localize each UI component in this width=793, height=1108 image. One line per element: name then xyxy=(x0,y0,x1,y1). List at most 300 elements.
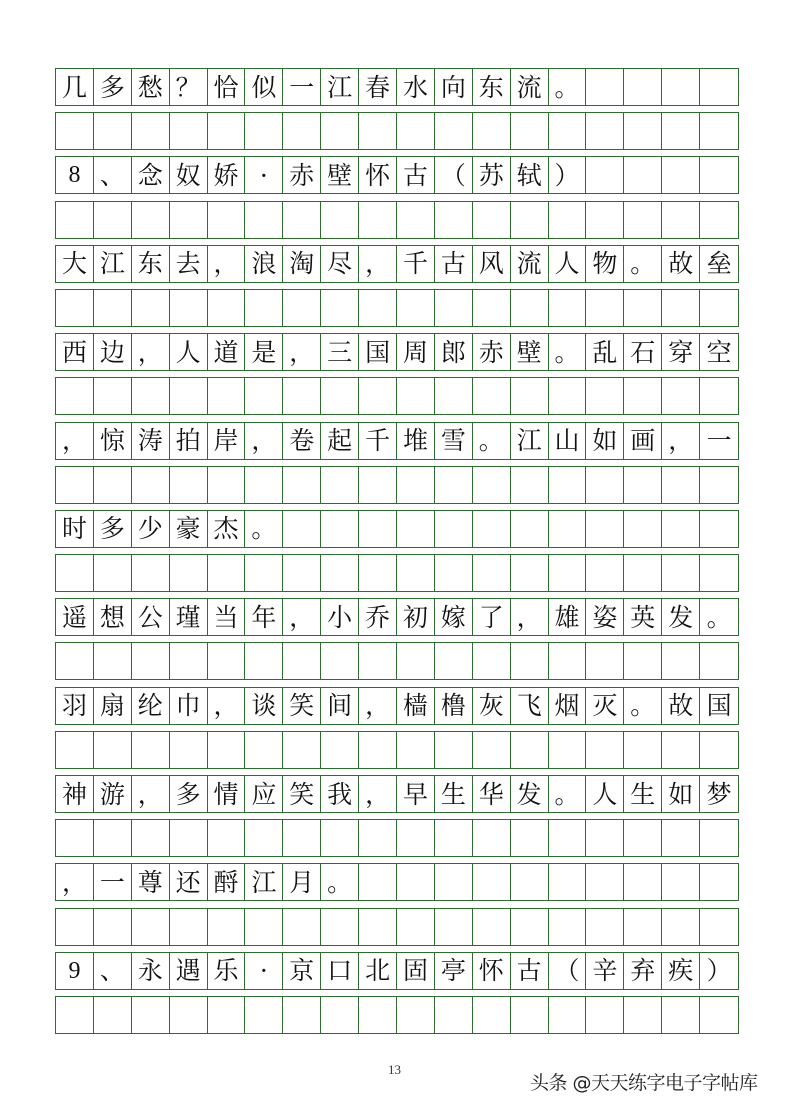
character-cell: 初 xyxy=(397,599,435,635)
practice-row xyxy=(55,377,739,415)
character-cell xyxy=(511,864,549,900)
character-cell: 向 xyxy=(435,69,473,105)
blank-practice-cell xyxy=(549,555,587,591)
blank-practice-cell xyxy=(321,909,359,945)
character-cell: 古 xyxy=(511,953,549,989)
blank-practice-cell xyxy=(321,290,359,326)
character-cell xyxy=(624,864,662,900)
blank-practice-cell xyxy=(586,820,624,856)
blank-practice-cell xyxy=(624,909,662,945)
blank-practice-cell xyxy=(624,378,662,414)
blank-practice-cell xyxy=(283,290,321,326)
character-cell: 去 xyxy=(170,246,208,282)
blank-practice-cell xyxy=(245,378,283,414)
blank-practice-cell xyxy=(397,202,435,238)
text-row xyxy=(55,245,739,283)
character-cell: 神 xyxy=(56,776,94,812)
blank-practice-cell xyxy=(359,113,397,149)
character-cell: 时 xyxy=(56,511,94,547)
blank-practice-cell xyxy=(283,467,321,503)
blank-practice-cell xyxy=(511,290,549,326)
character-cell: ， xyxy=(511,599,549,635)
blank-practice-cell xyxy=(473,290,511,326)
watermark: 头条 @天天练字电子字帖库 xyxy=(530,1072,758,1094)
blank-practice-cell xyxy=(170,290,208,326)
character-cell xyxy=(321,511,359,547)
blank-practice-cell xyxy=(549,997,587,1033)
practice-row xyxy=(55,908,739,946)
character-cell: ， xyxy=(359,688,397,724)
character-cell: 娇 xyxy=(208,157,246,193)
blank-practice-cell xyxy=(94,555,132,591)
blank-practice-cell xyxy=(132,467,170,503)
character-cell: 乱 xyxy=(586,334,624,370)
blank-practice-cell xyxy=(170,643,208,679)
character-cell: 起 xyxy=(321,423,359,459)
character-cell xyxy=(624,69,662,105)
character-cell: 了 xyxy=(473,599,511,635)
character-cell: 石 xyxy=(624,334,662,370)
character-cell: 。 xyxy=(473,423,511,459)
blank-practice-cell xyxy=(624,643,662,679)
blank-practice-cell xyxy=(435,997,473,1033)
character-cell: 巾 xyxy=(170,688,208,724)
character-cell: 赤 xyxy=(283,157,321,193)
blank-practice-cell xyxy=(170,113,208,149)
character-cell xyxy=(624,157,662,193)
practice-row xyxy=(55,289,739,327)
blank-practice-cell xyxy=(208,290,246,326)
character-cell: 、 xyxy=(94,953,132,989)
blank-practice-cell xyxy=(170,997,208,1033)
character-cell xyxy=(662,511,700,547)
blank-practice-cell xyxy=(359,555,397,591)
blank-practice-cell xyxy=(359,467,397,503)
character-cell xyxy=(586,157,624,193)
blank-practice-cell xyxy=(662,290,700,326)
character-cell: 千 xyxy=(397,246,435,282)
practice-grid xyxy=(55,68,739,1040)
blank-practice-cell xyxy=(586,378,624,414)
character-cell: 口 xyxy=(321,953,359,989)
character-cell: 拍 xyxy=(170,423,208,459)
character-cell: 。 xyxy=(549,334,587,370)
blank-practice-cell xyxy=(549,202,587,238)
character-cell: 辛 xyxy=(586,953,624,989)
blank-practice-cell xyxy=(511,909,549,945)
character-cell: 故 xyxy=(662,246,700,282)
character-cell: 故 xyxy=(662,688,700,724)
character-cell: 弃 xyxy=(624,953,662,989)
practice-row xyxy=(55,731,739,769)
blank-practice-cell xyxy=(132,820,170,856)
character-cell: 愁 xyxy=(132,69,170,105)
blank-practice-cell xyxy=(662,202,700,238)
blank-practice-cell xyxy=(662,909,700,945)
blank-practice-cell xyxy=(511,997,549,1033)
character-cell xyxy=(586,69,624,105)
character-cell xyxy=(359,511,397,547)
blank-practice-cell xyxy=(321,643,359,679)
text-row xyxy=(55,156,739,194)
character-cell: 壁 xyxy=(511,334,549,370)
character-cell: 豪 xyxy=(170,511,208,547)
text-row xyxy=(55,687,739,725)
character-cell: 雄 xyxy=(549,599,587,635)
blank-practice-cell xyxy=(435,909,473,945)
character-cell: 羽 xyxy=(56,688,94,724)
blank-practice-cell xyxy=(94,202,132,238)
blank-practice-cell xyxy=(700,820,738,856)
character-cell: 恰 xyxy=(208,69,246,105)
blank-practice-cell xyxy=(283,113,321,149)
character-cell: 。 xyxy=(245,511,283,547)
blank-practice-cell xyxy=(397,290,435,326)
blank-practice-cell xyxy=(662,997,700,1033)
blank-practice-cell xyxy=(208,820,246,856)
character-cell: 古 xyxy=(435,246,473,282)
blank-practice-cell xyxy=(321,555,359,591)
blank-practice-cell xyxy=(397,820,435,856)
character-cell: 乔 xyxy=(359,599,397,635)
text-row xyxy=(55,952,739,990)
blank-practice-cell xyxy=(321,202,359,238)
character-cell: 早 xyxy=(397,776,435,812)
character-cell: ， xyxy=(208,246,246,282)
character-cell: 。 xyxy=(624,688,662,724)
character-cell xyxy=(586,511,624,547)
character-cell xyxy=(700,864,738,900)
blank-practice-cell xyxy=(473,820,511,856)
blank-practice-cell xyxy=(397,113,435,149)
blank-practice-cell xyxy=(586,555,624,591)
character-cell xyxy=(359,864,397,900)
character-cell: 。 xyxy=(624,246,662,282)
blank-practice-cell xyxy=(586,643,624,679)
character-cell xyxy=(435,511,473,547)
blank-practice-cell xyxy=(132,997,170,1033)
character-cell: 千 xyxy=(359,423,397,459)
blank-practice-cell xyxy=(662,113,700,149)
blank-practice-cell xyxy=(473,467,511,503)
character-cell: 尽 xyxy=(321,246,359,282)
blank-practice-cell xyxy=(397,643,435,679)
character-cell: 如 xyxy=(586,423,624,459)
blank-practice-cell xyxy=(132,113,170,149)
character-cell: 垒 xyxy=(706,249,732,279)
blank-practice-cell xyxy=(94,997,132,1033)
blank-practice-cell xyxy=(94,378,132,414)
blank-practice-cell xyxy=(662,378,700,414)
blank-practice-cell xyxy=(245,643,283,679)
character-cell: 郎 xyxy=(435,334,473,370)
blank-practice-cell xyxy=(473,202,511,238)
blank-practice-cell xyxy=(700,202,738,238)
character-cell: 姿 xyxy=(586,599,624,635)
character-cell: 人 xyxy=(170,334,208,370)
character-cell: 生 xyxy=(624,776,662,812)
character-cell: 遇 xyxy=(170,953,208,989)
character-cell: 江 xyxy=(94,246,132,282)
blank-practice-cell xyxy=(435,290,473,326)
character-cell: 周 xyxy=(397,334,435,370)
character-cell: 飞 xyxy=(511,688,549,724)
blank-practice-cell xyxy=(56,378,94,414)
blank-practice-cell xyxy=(321,378,359,414)
practice-row xyxy=(55,642,739,680)
blank-practice-cell xyxy=(56,202,94,238)
character-cell: 苏 xyxy=(473,157,511,193)
page-number: 13 xyxy=(388,1062,401,1077)
character-cell: 一 xyxy=(94,864,132,900)
blank-practice-cell xyxy=(283,643,321,679)
blank-practice-cell xyxy=(549,909,587,945)
character-cell: 国 xyxy=(706,691,732,721)
blank-practice-cell xyxy=(170,820,208,856)
blank-practice-cell xyxy=(662,467,700,503)
blank-practice-cell xyxy=(132,909,170,945)
character-cell: 梦 xyxy=(706,779,732,809)
blank-practice-cell xyxy=(94,732,132,768)
character-cell xyxy=(662,157,700,193)
blank-practice-cell xyxy=(94,290,132,326)
blank-practice-cell xyxy=(283,732,321,768)
character-cell: 扇 xyxy=(94,688,132,724)
blank-practice-cell xyxy=(549,732,587,768)
blank-practice-cell xyxy=(321,467,359,503)
blank-practice-cell xyxy=(245,467,283,503)
character-cell: 嫁 xyxy=(435,599,473,635)
character-cell: 浪 xyxy=(245,246,283,282)
character-cell xyxy=(283,511,321,547)
character-cell: ） xyxy=(706,956,732,986)
character-cell xyxy=(662,864,700,900)
character-cell: 游 xyxy=(94,776,132,812)
blank-practice-cell xyxy=(511,555,549,591)
character-cell: 还 xyxy=(170,864,208,900)
blank-practice-cell xyxy=(586,113,624,149)
character-cell: 多 xyxy=(94,511,132,547)
character-cell: 古 xyxy=(397,157,435,193)
character-cell: 岸 xyxy=(208,423,246,459)
blank-practice-cell xyxy=(170,909,208,945)
blank-practice-cell xyxy=(397,555,435,591)
blank-practice-cell xyxy=(208,997,246,1033)
blank-practice-cell xyxy=(624,113,662,149)
blank-practice-cell xyxy=(170,467,208,503)
character-cell: 穿 xyxy=(662,334,700,370)
blank-practice-cell xyxy=(283,997,321,1033)
blank-practice-cell xyxy=(94,909,132,945)
character-cell: 。 xyxy=(321,864,359,900)
character-cell: 杰 xyxy=(208,511,246,547)
character-cell: 涛 xyxy=(132,423,170,459)
blank-practice-cell xyxy=(397,467,435,503)
blank-practice-cell xyxy=(700,378,738,414)
blank-practice-cell xyxy=(245,555,283,591)
character-cell: 风 xyxy=(473,246,511,282)
text-row xyxy=(55,422,739,460)
character-cell: 疾 xyxy=(662,953,700,989)
blank-practice-cell xyxy=(473,732,511,768)
character-cell: 山 xyxy=(549,423,587,459)
character-cell xyxy=(700,69,738,105)
blank-practice-cell xyxy=(473,997,511,1033)
blank-practice-cell xyxy=(245,732,283,768)
blank-practice-cell xyxy=(624,555,662,591)
blank-practice-cell xyxy=(170,378,208,414)
character-cell: 多 xyxy=(94,69,132,105)
text-row xyxy=(55,863,739,901)
blank-practice-cell xyxy=(549,643,587,679)
character-cell: 是 xyxy=(245,334,283,370)
blank-practice-cell xyxy=(511,467,549,503)
character-cell: 一 xyxy=(706,426,732,455)
text-row xyxy=(55,333,739,371)
blank-practice-cell xyxy=(359,378,397,414)
blank-practice-cell xyxy=(700,555,738,591)
blank-practice-cell xyxy=(624,820,662,856)
practice-row xyxy=(55,466,739,504)
blank-practice-cell xyxy=(473,113,511,149)
character-cell: 尊 xyxy=(132,864,170,900)
blank-practice-cell xyxy=(700,909,738,945)
blank-practice-cell xyxy=(132,732,170,768)
blank-practice-cell xyxy=(56,643,94,679)
character-cell: 几 xyxy=(56,69,94,105)
character-cell: 人 xyxy=(549,246,587,282)
character-cell: 。 xyxy=(549,69,587,105)
blank-practice-cell xyxy=(397,997,435,1033)
character-cell: 当 xyxy=(208,599,246,635)
character-cell: 轼 xyxy=(511,157,549,193)
blank-practice-cell xyxy=(662,643,700,679)
blank-practice-cell xyxy=(56,467,94,503)
character-cell: 壁 xyxy=(321,157,359,193)
practice-row xyxy=(55,112,739,150)
blank-practice-cell xyxy=(359,997,397,1033)
blank-practice-cell xyxy=(132,555,170,591)
blank-practice-cell xyxy=(94,820,132,856)
blank-practice-cell xyxy=(283,909,321,945)
character-cell: ， xyxy=(132,334,170,370)
character-cell xyxy=(435,864,473,900)
character-cell: 乐 xyxy=(208,953,246,989)
character-cell: 如 xyxy=(662,776,700,812)
blank-practice-cell xyxy=(435,732,473,768)
blank-practice-cell xyxy=(586,290,624,326)
character-cell: ， xyxy=(245,423,283,459)
blank-practice-cell xyxy=(359,732,397,768)
character-cell: 卷 xyxy=(283,423,321,459)
blank-practice-cell xyxy=(435,202,473,238)
character-cell xyxy=(586,864,624,900)
character-cell xyxy=(473,511,511,547)
blank-practice-cell xyxy=(56,732,94,768)
blank-practice-cell xyxy=(208,909,246,945)
character-cell: ） xyxy=(549,157,587,193)
character-cell: 笑 xyxy=(283,688,321,724)
character-cell: 怀 xyxy=(359,157,397,193)
blank-practice-cell xyxy=(511,643,549,679)
blank-practice-cell xyxy=(321,820,359,856)
character-cell: ， xyxy=(283,334,321,370)
character-cell: 东 xyxy=(132,246,170,282)
character-cell: 北 xyxy=(359,953,397,989)
character-cell: ， xyxy=(359,776,397,812)
character-cell: 赤 xyxy=(473,334,511,370)
character-cell: 我 xyxy=(321,776,359,812)
character-cell xyxy=(397,511,435,547)
blank-practice-cell xyxy=(245,820,283,856)
blank-practice-cell xyxy=(321,732,359,768)
blank-practice-cell xyxy=(586,909,624,945)
character-cell: 灰 xyxy=(473,688,511,724)
character-cell xyxy=(511,511,549,547)
blank-practice-cell xyxy=(359,909,397,945)
blank-practice-cell xyxy=(245,909,283,945)
blank-practice-cell xyxy=(473,909,511,945)
character-cell xyxy=(549,511,587,547)
blank-practice-cell xyxy=(473,555,511,591)
blank-practice-cell xyxy=(662,820,700,856)
blank-practice-cell xyxy=(549,467,587,503)
character-cell: 春 xyxy=(359,69,397,105)
character-cell: ， xyxy=(359,246,397,282)
character-cell: 发 xyxy=(662,599,700,635)
character-cell: 物 xyxy=(586,246,624,282)
blank-practice-cell xyxy=(170,732,208,768)
blank-practice-cell xyxy=(511,378,549,414)
character-cell: 想 xyxy=(94,599,132,635)
blank-practice-cell xyxy=(435,113,473,149)
character-cell: 。 xyxy=(549,776,587,812)
blank-practice-cell xyxy=(170,555,208,591)
character-cell: 。 xyxy=(706,602,732,632)
character-cell: 亭 xyxy=(435,953,473,989)
practice-row xyxy=(55,996,739,1034)
blank-practice-cell xyxy=(56,113,94,149)
character-cell: 华 xyxy=(473,776,511,812)
blank-practice-cell xyxy=(700,997,738,1033)
character-cell: 京 xyxy=(283,953,321,989)
blank-practice-cell xyxy=(397,732,435,768)
character-cell: ， xyxy=(132,776,170,812)
blank-practice-cell xyxy=(511,820,549,856)
blank-practice-cell xyxy=(283,202,321,238)
character-cell: 道 xyxy=(208,334,246,370)
character-cell: 应 xyxy=(245,776,283,812)
blank-practice-cell xyxy=(435,467,473,503)
character-cell: 空 xyxy=(706,337,732,367)
character-cell: 流 xyxy=(511,69,549,105)
blank-practice-cell xyxy=(132,290,170,326)
blank-practice-cell xyxy=(208,378,246,414)
character-cell: 公 xyxy=(132,599,170,635)
character-cell: 人 xyxy=(586,776,624,812)
character-cell: 酹 xyxy=(208,864,246,900)
character-cell: 大 xyxy=(56,246,94,282)
blank-practice-cell xyxy=(208,113,246,149)
blank-practice-cell xyxy=(624,732,662,768)
character-cell: 江 xyxy=(245,864,283,900)
blank-practice-cell xyxy=(208,732,246,768)
blank-practice-cell xyxy=(245,202,283,238)
blank-practice-cell xyxy=(473,378,511,414)
blank-practice-cell xyxy=(397,378,435,414)
character-cell: 笑 xyxy=(283,776,321,812)
practice-row xyxy=(55,819,739,857)
